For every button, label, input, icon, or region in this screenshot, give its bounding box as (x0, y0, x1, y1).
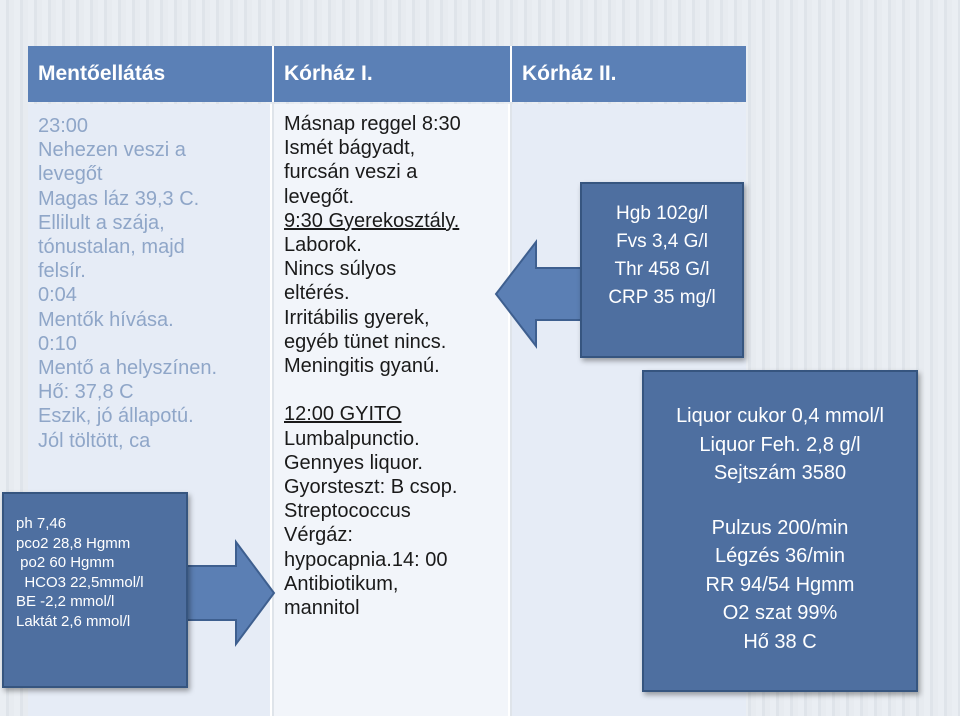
hospital-line: Vérgáz: (284, 524, 353, 547)
fvs-value: Fvs 3,4 G/l (616, 231, 708, 252)
arrow-right-icon (186, 538, 278, 648)
ambulance-line: felsír. (38, 260, 86, 283)
ambulance-line: levegőt (38, 163, 103, 186)
blood-gas-line: HCO3 22,5mmol/l (16, 573, 144, 591)
liquor-vitals-box (642, 370, 918, 692)
hospital-line: mannitol (284, 597, 360, 620)
hgb-value: Hgb 102g/l (616, 203, 708, 224)
hospital-line: 9:30 Gyerekosztály. (284, 209, 460, 232)
hospital-1-timeline-text (284, 112, 461, 620)
ambulance-line: Jól töltött, ca (38, 429, 151, 452)
blood-gas-box (2, 492, 188, 688)
ambulance-line: 23:00 (38, 115, 89, 137)
respiration: Légzés 36/min (714, 545, 846, 567)
hospital-line: hypocapnia.14: 00 (284, 548, 448, 571)
temperature: Hő 38 C (743, 630, 817, 653)
hospital-line: levegőt. (284, 185, 355, 208)
ambulance-line: Nehezen veszi a (38, 139, 186, 162)
hospital-line: Streptococcus (284, 500, 411, 523)
blood-count-box (580, 182, 744, 358)
hospital-line: Lumbalpunctio. (284, 427, 420, 450)
hospital-line: Másnap reggel 8:30 (284, 113, 461, 135)
pulse: Pulzus 200/min (711, 516, 849, 539)
blood-gas-line: ph 7,46 (16, 515, 67, 532)
hospital-line: Nincs súlyos (284, 258, 397, 281)
hospital-line (284, 378, 461, 402)
hospital-line: furcsán veszi a (284, 161, 418, 184)
liquor-protein: Liquor Feh. 2,8 g/l (699, 433, 861, 456)
hospital-line: Gyorsteszt: B csop. (284, 476, 458, 499)
liquor-sugar: Liquor cukor 0,4 mmol/l (676, 405, 884, 427)
hospital-line: Meningitis gyanú. (284, 355, 440, 378)
header-korhaz-1: Kórház I. (274, 46, 512, 102)
ambulance-line: Mentők hívása. (38, 308, 174, 331)
column-korhaz-1 (274, 104, 510, 716)
blood-gas-line: Laktát 2,6 mmol/l (16, 612, 131, 630)
ambulance-timeline-text (38, 114, 217, 453)
ambulance-line: Magas láz 39,3 C. (38, 187, 200, 210)
oxygen-saturation: O2 szat 99% (722, 602, 838, 624)
blood-gas-line: pco2 28,8 Hgmm (16, 534, 131, 552)
hospital-line: Ismét bágyadt, (284, 137, 416, 160)
hospital-line: Irritábilis gyerek, (284, 306, 430, 329)
arrow-left-icon (492, 238, 584, 350)
crp-value: CRP 35 mg/l (608, 287, 716, 308)
ambulance-line: Hő: 37,8 C (38, 381, 134, 404)
blood-pressure: RR 94/54 Hgmm (705, 573, 855, 596)
ambulance-line: 0:10 (38, 332, 77, 355)
blood-gas-line: BE -2,2 mmol/l (16, 593, 115, 610)
ambulance-line: Mentő a helyszínen. (38, 357, 217, 380)
hospital-line: Laborok. (284, 234, 362, 257)
ambulance-line: Eszik, jó állapotú. (38, 405, 194, 428)
ambulance-line: tónustalan, majd (38, 236, 185, 259)
hospital-line: Antibiotikum, (284, 572, 399, 595)
blood-gas-line: po2 60 Hgmm (16, 554, 115, 571)
cell-count: Sejtszám 3580 (713, 462, 847, 484)
ambulance-line: Ellilult a szája, (38, 211, 165, 234)
hospital-line: eltérés. (284, 282, 350, 305)
ambulance-line: 0:04 (38, 284, 77, 307)
header-korhaz-2: Kórház II. (512, 46, 746, 102)
header-mentoellatas: Mentőellátás (28, 46, 274, 102)
hospital-line: 12:00 GYITO (284, 403, 402, 426)
hospital-line: Gennyes liquor. (284, 451, 423, 474)
hospital-line: egyéb tünet nincs. (284, 330, 447, 353)
thr-value: Thr 458 G/l (614, 259, 710, 280)
